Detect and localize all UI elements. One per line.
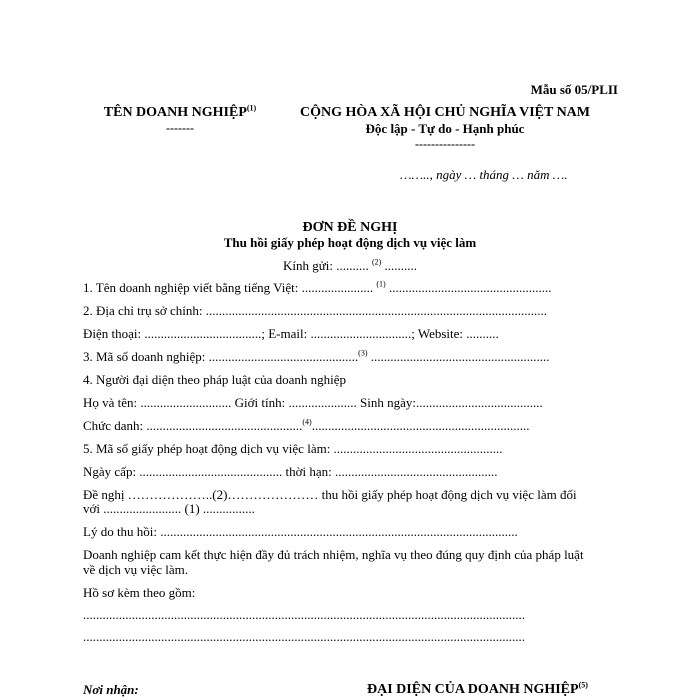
- kinh-gui: [0, 258, 700, 274]
- line-commitment: Doanh nghiệp cam kết thực hiện đầy đủ trách nhiệm, nghĩa vụ theo đúng quy định của pháp luật: [83, 547, 584, 562]
- recipient-label: Nơi nhận:: [83, 682, 139, 697]
- line-company-name: [83, 280, 551, 296]
- line-legal-rep: 4. Người đại diện theo pháp luật của doanh nghiệp: [83, 372, 347, 387]
- motto: Độc lập - Tự do - Hạnh phúc: [365, 121, 525, 136]
- company-note: (1): [246, 103, 257, 113]
- kinh-gui-a: Kính gửi: ..........: [282, 258, 372, 273]
- date-line: …….., ngày … tháng … năm ….: [400, 167, 568, 182]
- kinh-gui-b: ..........: [381, 258, 418, 273]
- line-4b: .......................................................: [367, 349, 550, 364]
- line-4-note: (3): [358, 348, 368, 358]
- line-7-note: (4): [302, 417, 312, 427]
- company-header: [95, 105, 265, 136]
- line-commitment-cont: về dịch vụ việc làm.: [83, 562, 189, 577]
- line-7b: ...................................................................: [311, 418, 530, 433]
- line-tax-code: [83, 349, 549, 365]
- doc-title: ĐƠN ĐỀ NGHỊ: [302, 220, 398, 235]
- line-attachments: Hồ sơ kèm theo gồm:: [83, 585, 196, 600]
- line-7a: Chức danh: ................................................: [83, 418, 303, 433]
- line-position: [83, 418, 529, 434]
- motto-dash: ---------------: [415, 137, 475, 151]
- line-request: Đề nghị ………………..(2)………………… thu hồi giấy phép hoạt động dịch vụ việc làm đối: [83, 487, 577, 502]
- company-name: TÊN DOANH NGHIỆP: [103, 105, 247, 120]
- line-4a: 3. Mã số doanh nghiệp: ..............................................: [83, 349, 359, 364]
- line-contact: Điện thoại: ....................................; E-mail: ...............................; Website: ..........: [83, 326, 499, 341]
- line-1-note: (1): [376, 279, 386, 289]
- form-code: Mẫu số 05/PLII: [530, 82, 618, 97]
- line-1b: ..................................................: [385, 280, 552, 295]
- line-reason: Lý do thu hồi: ..............................................................................................................: [83, 524, 518, 539]
- line-address: 2. Địa chỉ trụ sở chính: .........................................................................................................: [83, 303, 548, 318]
- kinh-gui-note: (2): [371, 257, 382, 267]
- line-attachment-1: ........................................................................................................................................: [83, 607, 525, 622]
- line-issue-date: Ngày cấp: ............................................ thời hạn: ..................................................: [83, 464, 498, 479]
- nation-header: [270, 105, 620, 152]
- line-license-code: 5. Mã số giấy phép hoạt động dịch vụ việc làm: ....................................................: [83, 441, 503, 456]
- line-request-cont: với ........................ (1) ................: [83, 501, 255, 516]
- signer-title: [367, 682, 588, 698]
- signer-name: ĐẠI DIỆN CỦA DOANH NGHIỆP: [367, 682, 579, 697]
- line-attachment-2: ........................................................................................................................................: [83, 629, 525, 644]
- company-dash: -------: [166, 121, 194, 135]
- nation-title: CỘNG HÒA XÃ HỘI CHỦ NGHĨA VIỆT NAM: [299, 105, 590, 120]
- line-name: Họ và tên: ............................ Giới tính: ..................... Sinh ngày:.......................................: [83, 395, 543, 410]
- line-1a: 1. Tên doanh nghiệp viết bằng tiếng Việt: ......................: [83, 280, 377, 295]
- signer-note: (5): [578, 680, 588, 690]
- doc-subtitle: Thu hồi giấy phép hoạt động dịch vụ việc làm: [223, 235, 477, 250]
